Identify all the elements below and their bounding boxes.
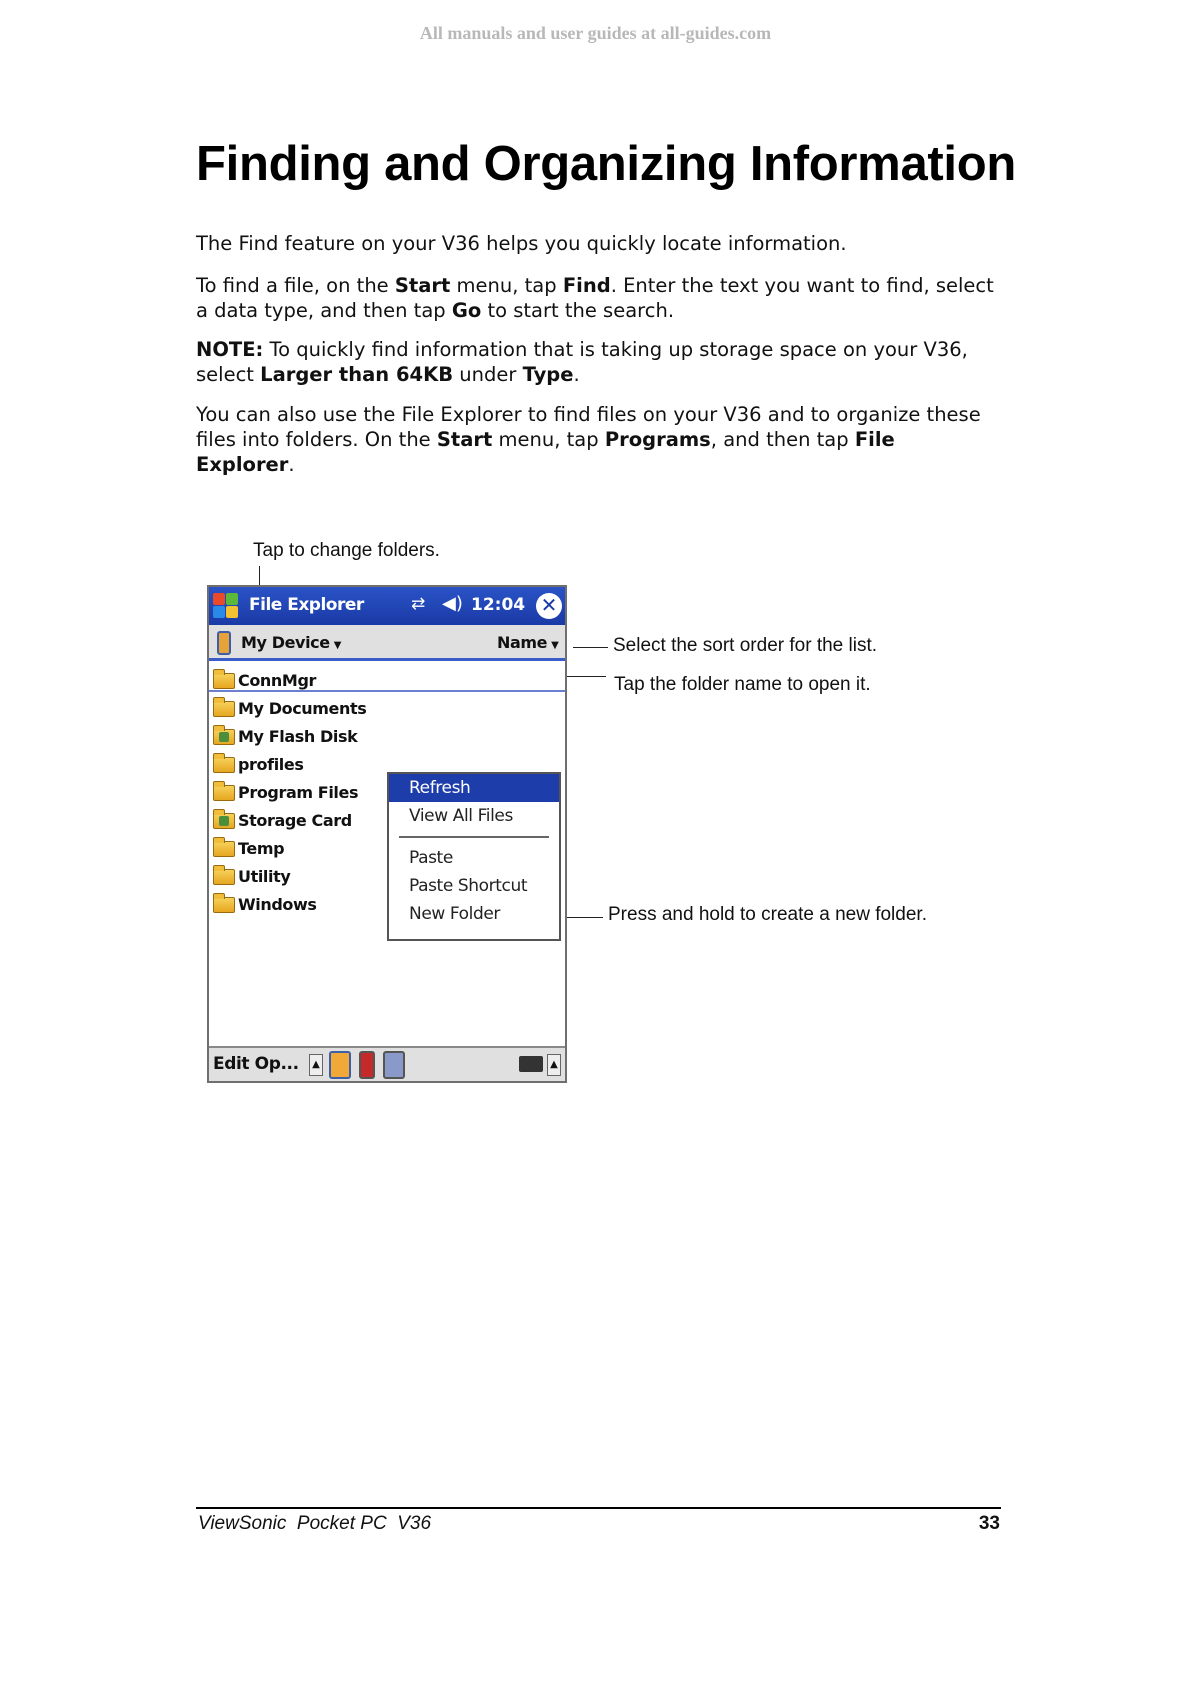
network-icon[interactable] [383, 1051, 405, 1079]
list-item[interactable]: Temp [211, 835, 411, 863]
menu-separator [399, 836, 549, 838]
start-menu-icon[interactable] [211, 590, 241, 622]
list-item[interactable]: Storage Card [211, 807, 411, 835]
folder-dropdown[interactable]: My Device ▼ [241, 633, 342, 652]
callout-change-folders: Tap to change folders. [253, 540, 440, 561]
footer-product: ViewSonic Pocket PC V36 [198, 1513, 432, 1534]
folder-icon [213, 841, 235, 857]
list-item[interactable]: My Flash Disk [211, 723, 411, 751]
input-panel-arrow-icon[interactable]: ▲ [547, 1054, 561, 1076]
menu-item-paste[interactable]: Paste [409, 848, 453, 868]
footer-rule [196, 1507, 1001, 1509]
up-arrow-icon[interactable]: ▲ [309, 1054, 323, 1076]
list-item[interactable]: Windows [211, 891, 411, 919]
list-item[interactable]: My Documents [211, 695, 411, 723]
watermark: All manuals and user guides at all-guides.com [419, 23, 772, 43]
page-number: 33 [978, 1513, 1000, 1534]
folder-icon [213, 757, 235, 773]
list-item[interactable]: ConnMgr [211, 667, 411, 695]
sort-dropdown[interactable]: Name ▼ [497, 633, 559, 652]
list-item[interactable]: profiles [211, 751, 411, 779]
folder-icon [213, 869, 235, 885]
folder-icon [213, 785, 235, 801]
keyboard-icon[interactable] [519, 1056, 543, 1072]
file-explorer-paragraph: You can also use the File Explorer to find files on your V36 and to organize these files into folders. On the Start menu, tap Programs, and then tap File Explorer. [196, 403, 981, 476]
list-item[interactable]: Program Files [211, 779, 411, 807]
menu-item-view-all-files[interactable]: View All Files [409, 806, 513, 826]
menu-item-new-folder[interactable]: New Folder [409, 904, 501, 924]
file-explorer-screenshot [207, 585, 567, 1083]
storage-folder-icon [213, 729, 235, 745]
menu-bar [209, 1046, 565, 1081]
menu-item-paste-shortcut[interactable]: Paste Shortcut [409, 876, 528, 896]
callout-line-sort-order [573, 647, 608, 648]
chevron-down-icon: ▼ [333, 640, 342, 651]
close-button[interactable]: ✕ [536, 593, 562, 619]
intro-paragraph: The Find feature on your V36 helps you quickly locate information. [196, 232, 847, 255]
menu-item-refresh[interactable]: Refresh [389, 774, 559, 802]
folder-list [211, 667, 411, 919]
connectivity-icon[interactable]: ⇄ [411, 594, 426, 614]
context-menu [387, 772, 561, 941]
list-item[interactable]: Utility [211, 863, 411, 891]
device-view-icon[interactable] [329, 1051, 351, 1079]
volume-icon[interactable]: ◀) [442, 593, 463, 614]
edit-open-menu[interactable]: Edit Op... [213, 1054, 299, 1074]
find-paragraph: To find a file, on the Start menu, tap Find. Enter the text you want to find, select a data type, and then tap Go to start the search. [196, 274, 994, 322]
callout-open-folder: Tap the folder name to open it. [614, 674, 871, 695]
title-bar [209, 587, 565, 625]
app-title: File Explorer [249, 595, 364, 615]
folder-icon [213, 897, 235, 913]
note-paragraph: NOTE: To quickly find information that is taking up storage space on your V36, select Larger than 64KB under Type. [196, 338, 968, 386]
storage-folder-icon [213, 813, 235, 829]
folder-header [209, 625, 565, 661]
storage-card-icon[interactable] [359, 1051, 375, 1079]
clock[interactable]: 12:04 [471, 595, 526, 615]
device-icon [217, 631, 231, 655]
folder-icon [213, 701, 235, 717]
callout-sort-order: Select the sort order for the list. [613, 635, 878, 656]
page-title: Finding and Organizing Information [196, 137, 1017, 191]
folder-icon [213, 673, 235, 689]
callout-new-folder: Press and hold to create a new folder. [608, 904, 927, 925]
chevron-down-icon: ▼ [551, 640, 559, 651]
